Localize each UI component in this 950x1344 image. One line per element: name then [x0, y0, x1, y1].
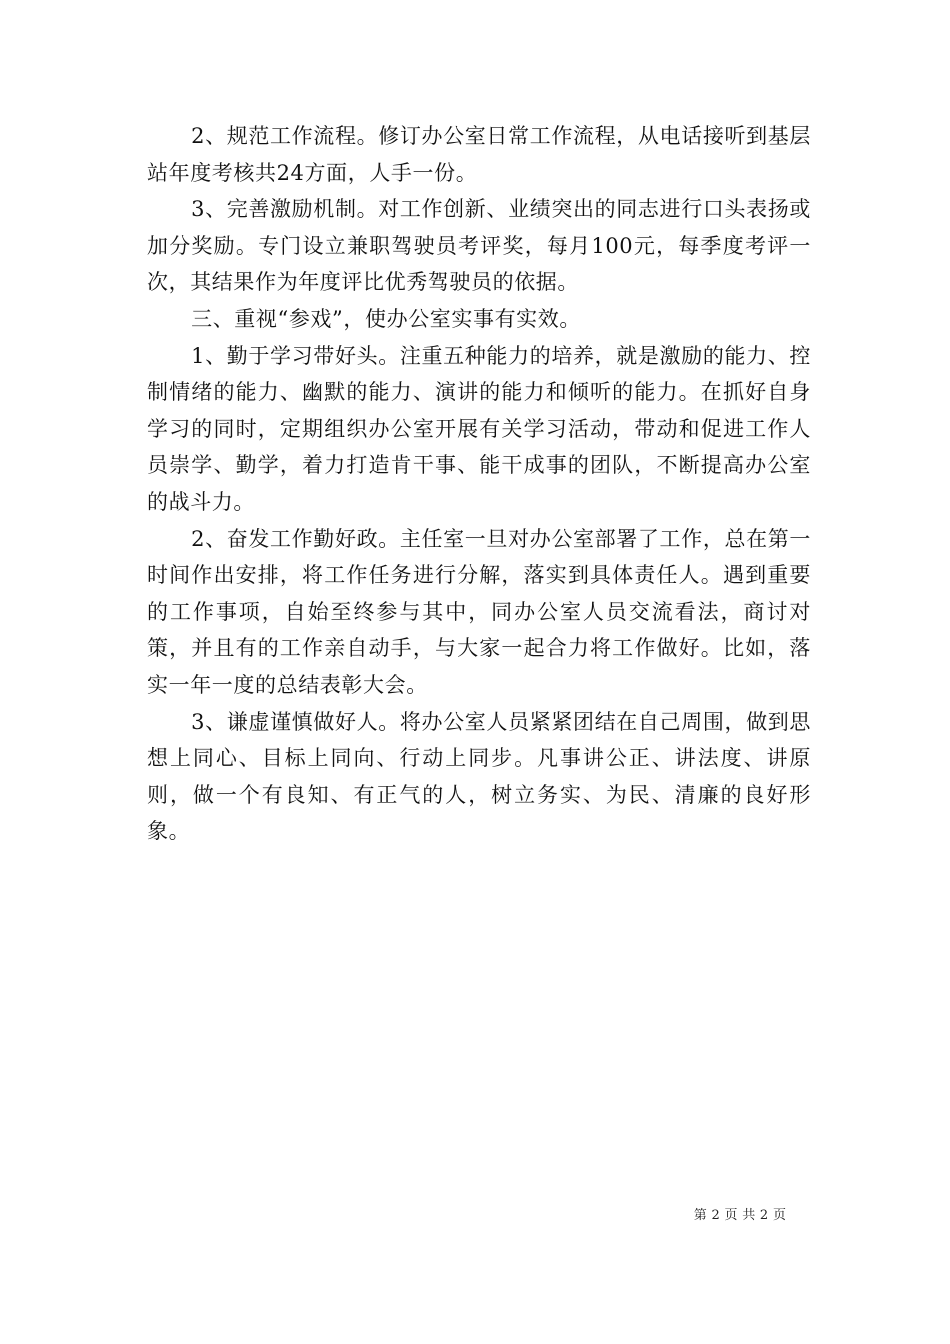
paragraph-incentive-mechanism: 3、完善激励机制。对工作创新、业绩突出的同志进行口头表扬或加分奖励。专门设立兼职驾驶员考评奖，每月100元，每季度考评一次，其结果作为年度评比优秀驾驶员的依据。 [147, 197, 811, 295]
document-body [147, 118, 811, 850]
paragraph-modest-prudent: 3、谦虚谨慎做好人。将办公室人员紧紧团结在自己周围，做到思想上同心、目标上同向、行动上同步。凡事讲公正、讲法度、讲原则，做一个有良知、有正气的人，树立务实、为民、清廉的良好形象。 [147, 709, 811, 844]
section-heading-three: 三、重视“参戏”，使办公室实事有实效。 [191, 306, 581, 331]
paragraph-standardize-workflow: 2、规范工作流程。修订办公室日常工作流程，从电话接听到基层站年度考核共24方面，人手一份。 [147, 124, 811, 185]
paragraph-study-lead: 1、勤于学习带好头。注重五种能力的培养，就是激励的能力、控制情绪的能力、幽默的能力、演讲的能力和倾听的能力。在抓好自身学习的同时，定期组织办公室开展有关学习活动，带动和促进工作人员崇学、勤学，着力打造肯干事、能干成事的团队，不断提高办公室的战斗力。 [147, 343, 811, 514]
paragraph-diligent-work: 2、奋发工作勤好政。主任室一旦对办公室部署了工作，总在第一时间作出安排，将工作任务进行分解，落实到具体责任人。遇到重要的工作事项，自始至终参与其中，同办公室人员交流看法，商讨对策，并且有的工作亲自动手，与大家一起合力将工作做好。比如，落实一年一度的总结表彰大会。 [147, 526, 811, 697]
page-number-footer: 第 2 页 共 2 页 [693, 1208, 787, 1223]
